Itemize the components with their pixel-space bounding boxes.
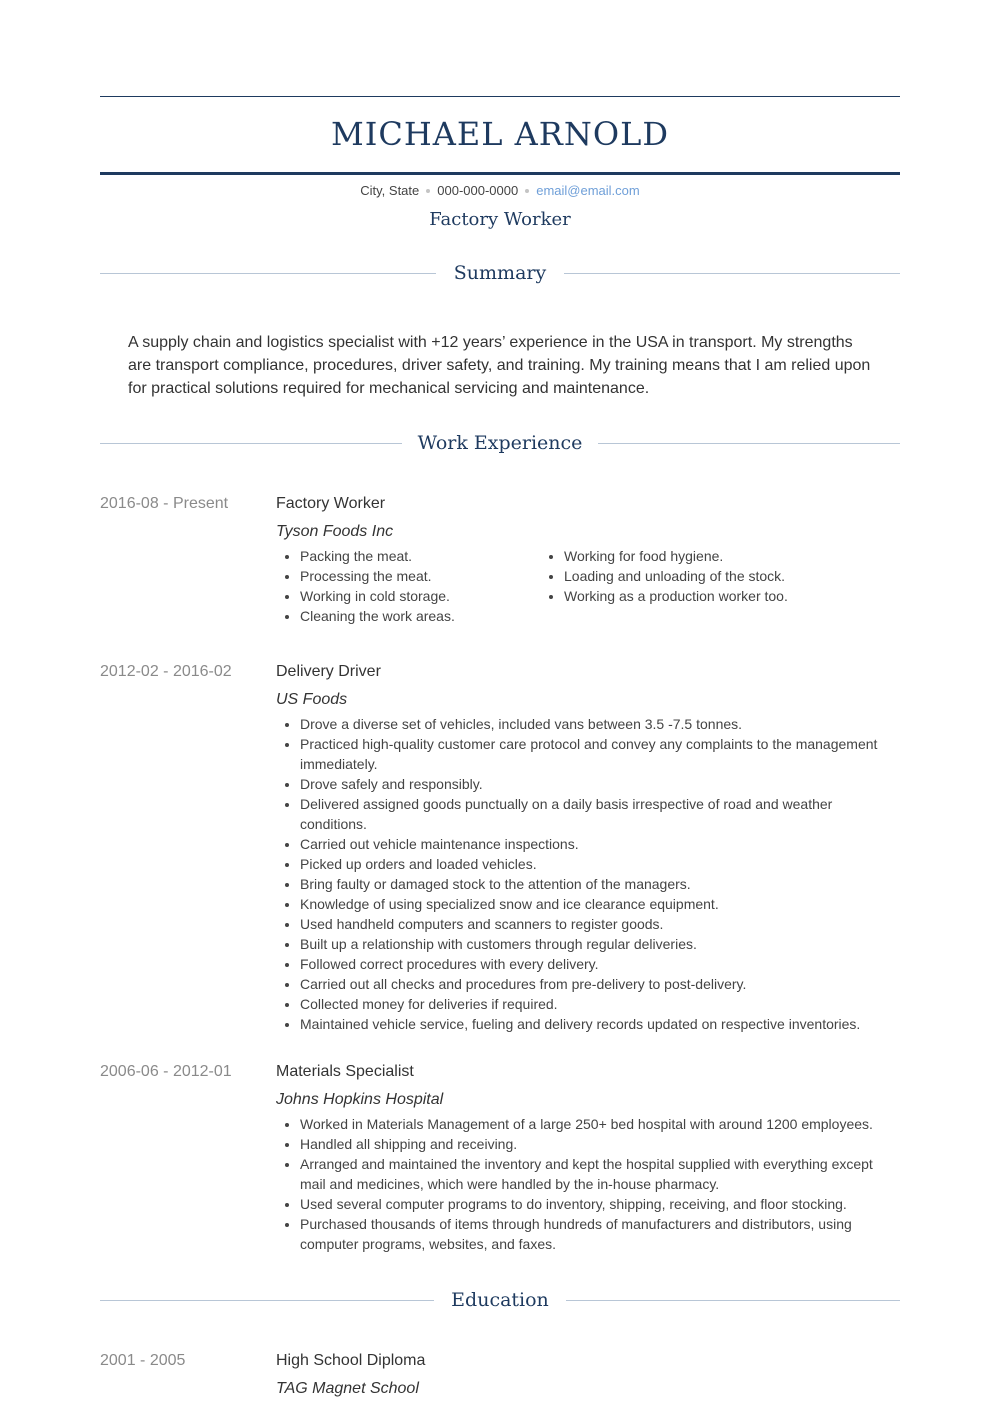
job-details (276, 492, 900, 626)
bullet-list (276, 714, 900, 1034)
list-item: • Arranged and maintained the inventory and kept the hospital supplied with everything except mail and medicines, which were handled by the in-house pharmacy. (300, 1154, 900, 1194)
phone-text: 000-000-0000 (437, 183, 519, 198)
header-top-rule (100, 96, 900, 97)
list-item: • Processing the meat. (300, 566, 540, 586)
list-item: • Handled all shipping and receiving. (300, 1134, 900, 1154)
summary-text: A supply chain and logistics specialist with +12 years’ experience in the USA in transport. My strengths are transport compliance, procedures, driver safety, and training. My training means that I am relied upon for practical solutions required for mechanical servicing and maintenance. (128, 334, 871, 397)
list-item: • Followed correct procedures with every delivery. (300, 954, 900, 974)
list-item: • Drove a diverse set of vehicles, included vans between 3.5 -7.5 tonnes. (300, 714, 900, 734)
list-item: • Knowledge of using specialized snow and ice clearance equipment. (300, 894, 900, 914)
header-bottom-rule (100, 172, 900, 175)
resume-page (100, 0, 900, 1410)
list-item: • Carried out all checks and procedures from pre-delivery to post-delivery. (300, 974, 900, 994)
list-item: • Maintained vehicle service, fueling and delivery records updated on respective inventories. (300, 1014, 900, 1034)
list-item: • Used several computer programs to do inventory, shipping, receiving, and floor stocking. (300, 1194, 900, 1214)
job-dates: 2016-08 - Present (100, 495, 229, 512)
bullet-list-col1 (276, 546, 540, 626)
list-item: • Collected money for deliveries if required. (300, 994, 900, 1014)
education-details (276, 1349, 900, 1401)
experience-section-heading (100, 429, 900, 457)
list-item: • Drove safely and responsibly. (300, 774, 900, 794)
education-heading: Education (451, 1289, 549, 1311)
list-item: • Working in cold storage. (300, 586, 540, 606)
list-item: • Worked in Materials Management of a large 250+ bed hospital with around 1200 employees. (300, 1114, 900, 1134)
education-dates: 2001 - 2005 (100, 1352, 186, 1369)
list-item: • Built up a relationship with customers through regular deliveries. (300, 934, 900, 954)
company-name: Johns Hopkins Hospital (276, 1091, 444, 1108)
summary-section-heading (100, 259, 900, 287)
job-dates: 2006-06 - 2012-01 (100, 1063, 232, 1080)
list-item: • Practiced high-quality customer care protocol and convey any complaints to the management immediately. (300, 734, 900, 774)
list-item: • Delivered assigned goods punctually on a daily basis irrespective of road and weather conditions. (300, 794, 900, 834)
list-item: • Bring faulty or damaged stock to the attention of the managers. (300, 874, 900, 894)
summary-heading: Summary (453, 262, 547, 284)
job-title: Factory Worker (276, 495, 386, 512)
job-title: Materials Specialist (276, 1063, 414, 1080)
location-text: City, State (360, 183, 420, 198)
job-role-title: Factory Worker (429, 209, 571, 230)
company-name: US Foods (276, 691, 348, 708)
list-item: • Packing the meat. (300, 546, 540, 566)
degree-title: High School Diploma (276, 1352, 426, 1369)
list-item: • Working as a production worker too. (564, 586, 788, 606)
contact-line (100, 182, 900, 200)
list-item: • Loading and unloading of the stock. (564, 566, 788, 586)
candidate-name: MICHAEL ARNOLD (330, 115, 670, 153)
list-item: • Used handheld computers and scanners to register goods. (300, 914, 900, 934)
separator-dot-icon (426, 189, 430, 193)
list-item: • Cleaning the work areas. (300, 606, 540, 626)
list-item: • Purchased thousands of items through hundreds of manufacturers and distributors, using computer programs, websites, and faxes. (300, 1214, 900, 1254)
job-title: Delivery Driver (276, 663, 381, 680)
school-name: TAG Magnet School (276, 1380, 419, 1397)
list-item: • Picked up orders and loaded vehicles. (300, 854, 900, 874)
job-dates: 2012-02 - 2016-02 (100, 663, 232, 680)
experience-heading: Work Experience (417, 432, 583, 454)
job-details (276, 1060, 900, 1254)
job-details (276, 660, 900, 1034)
separator-dot-icon (525, 189, 529, 193)
bullet-list-col2 (540, 546, 788, 626)
list-item: • Carried out vehicle maintenance inspections. (300, 834, 900, 854)
education-section-heading (100, 1286, 900, 1314)
bullet-columns (276, 544, 900, 626)
email-link[interactable]: email@email.com (536, 183, 640, 198)
list-item: • Working for food hygiene. (564, 546, 788, 566)
bullet-list (276, 1114, 900, 1254)
company-name: Tyson Foods Inc (276, 523, 394, 540)
